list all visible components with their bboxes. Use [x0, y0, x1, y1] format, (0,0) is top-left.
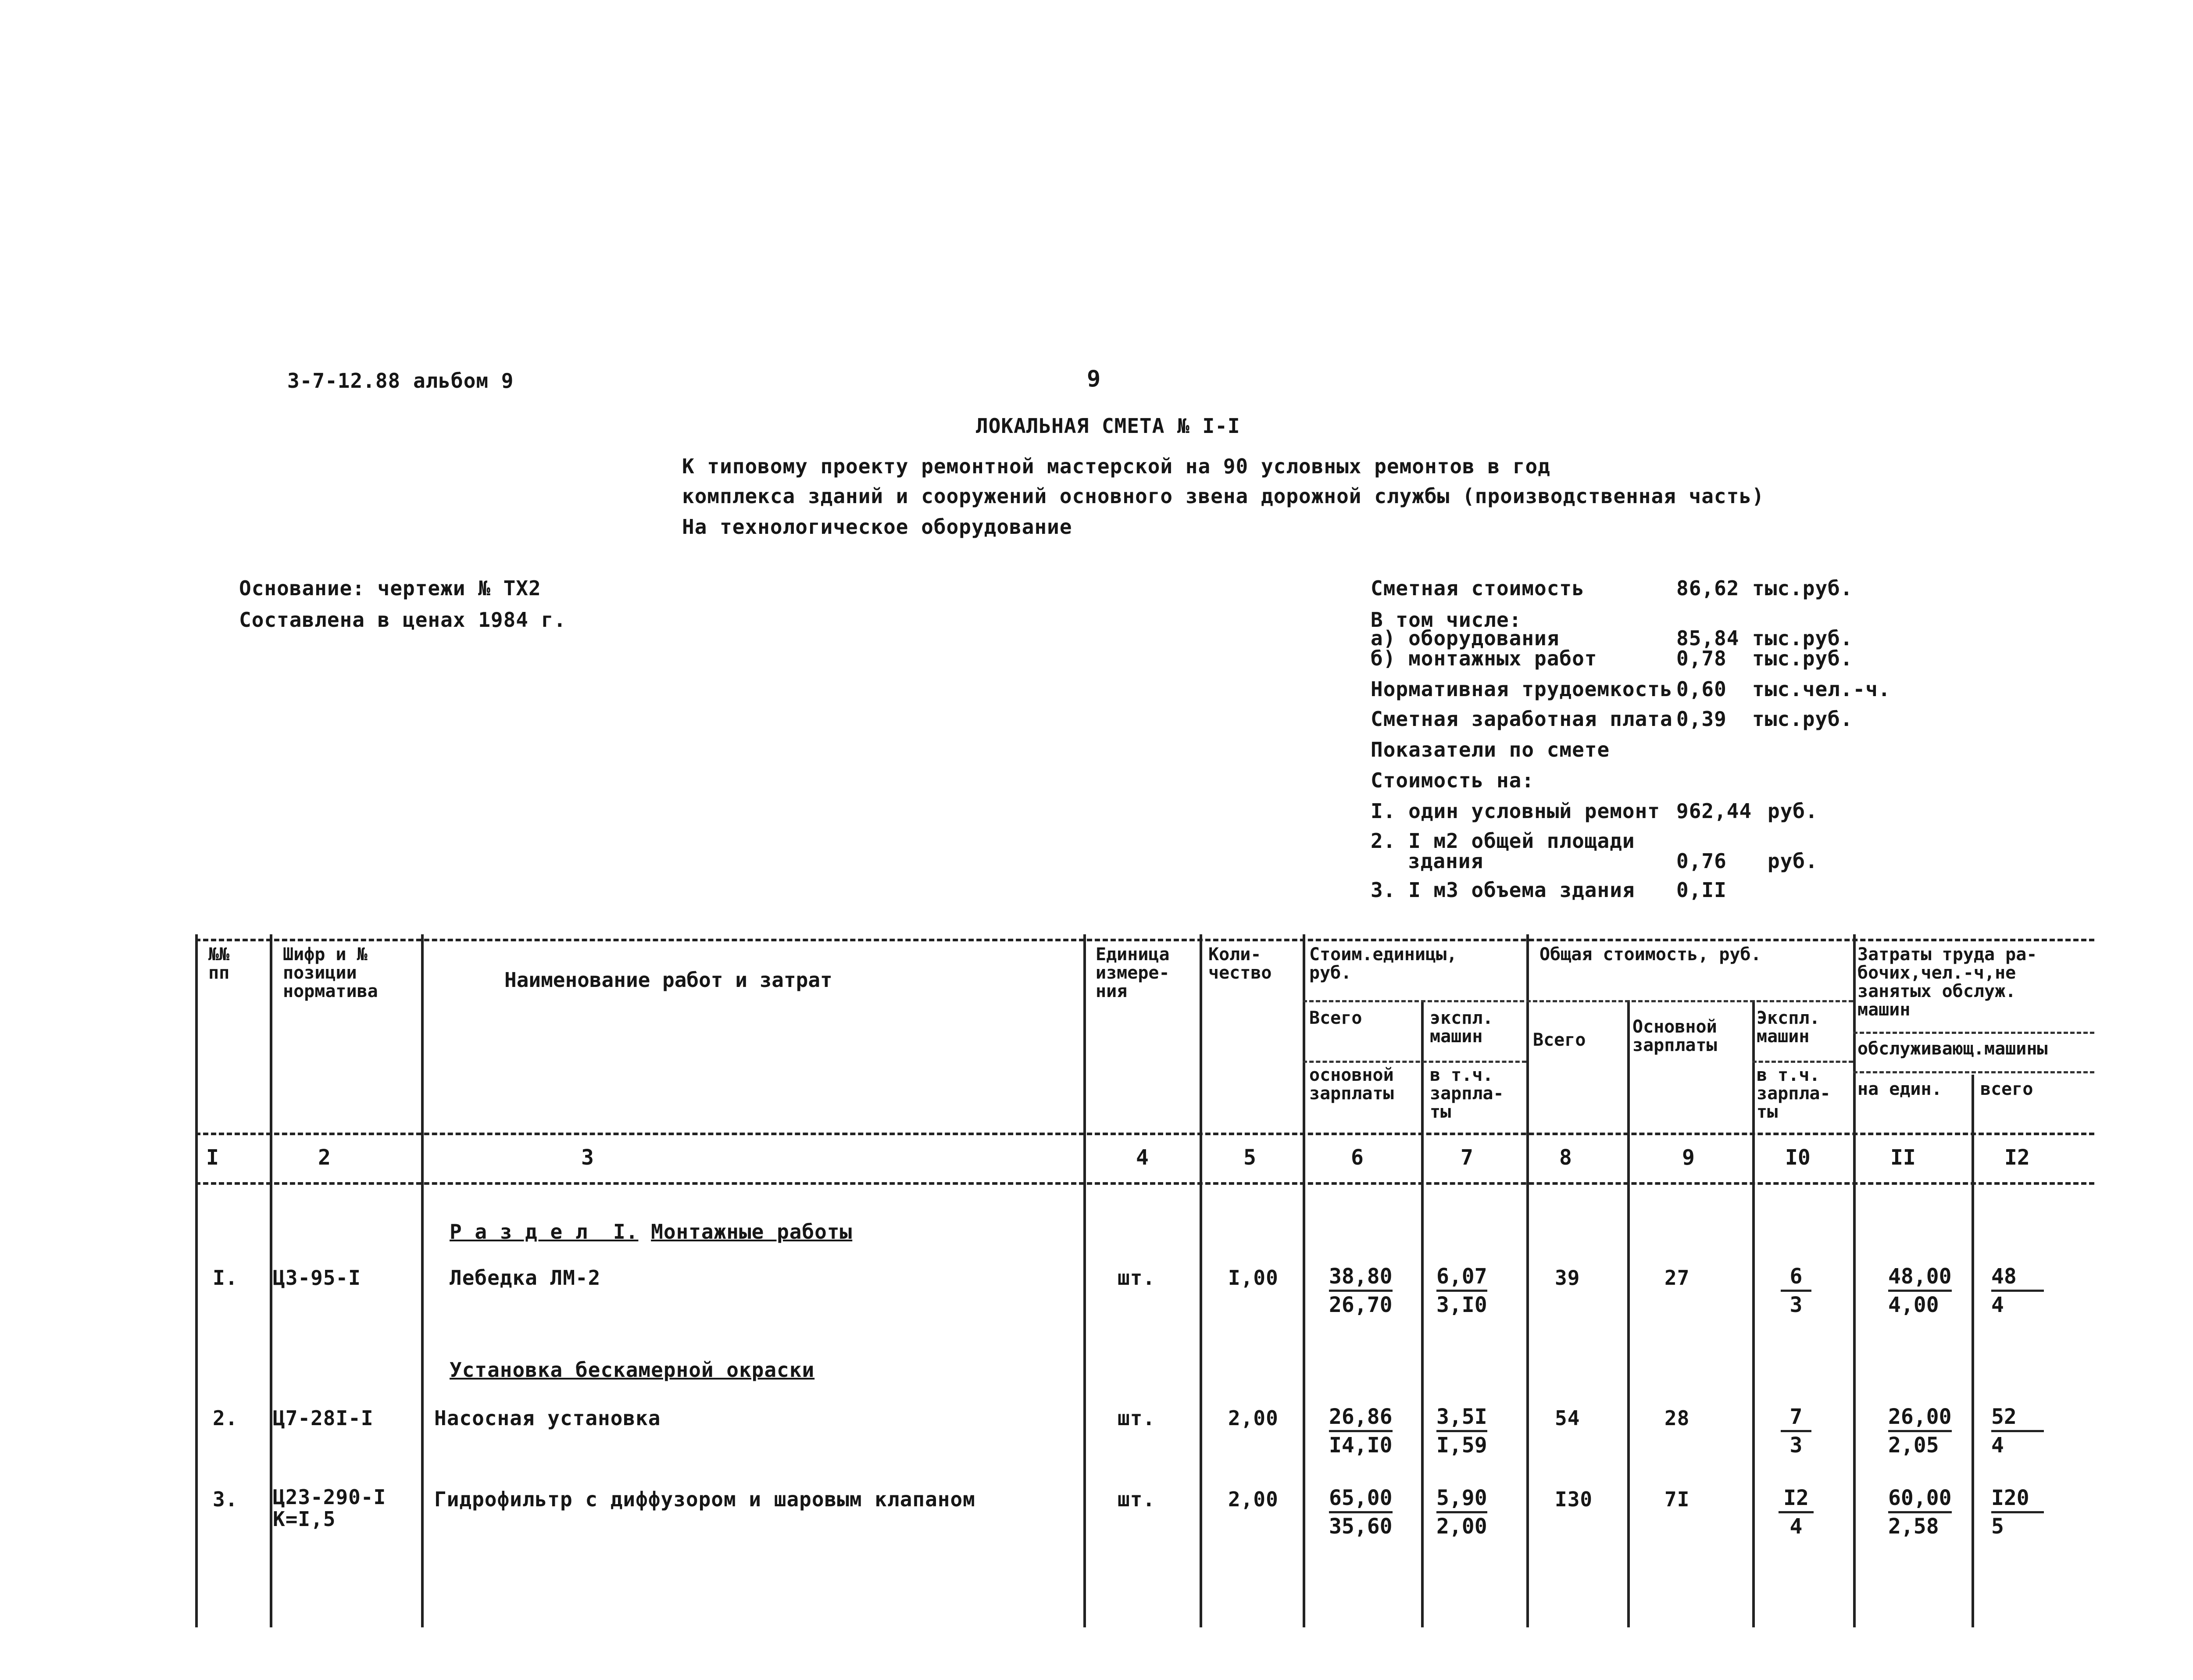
col-number: 4 — [1136, 1145, 1149, 1170]
indicator-2-unit: руб. — [1768, 849, 1818, 873]
col-header-labor-machines: обслуживающ.машины — [1857, 1039, 2048, 1059]
table-subheader-line — [1303, 1061, 1526, 1063]
row-3-labor-per-unit: $\frac{60,00}{2,58}$ — [1888, 1486, 1952, 1539]
indicator-2-label-a: 2. I м2 общей площади — [1371, 829, 1635, 853]
table-col-divider — [1526, 934, 1529, 1627]
row-1-unit-machines: $\frac{6,07}{3,I0}$ — [1436, 1264, 1487, 1317]
table-border-top — [195, 939, 2094, 941]
install-label: б) монтажных работ — [1371, 647, 1597, 670]
row-3-code: Ц23-290-I — [273, 1485, 386, 1509]
section-2-title: Установка бескамерной окраски — [450, 1358, 815, 1382]
row-3-unit: шт. — [1118, 1487, 1156, 1511]
col-header-name: Наименование работ и затрат — [504, 968, 832, 992]
col-header-unit-total: Всего — [1309, 1008, 1362, 1028]
wage-value: 0,39 — [1676, 707, 1727, 731]
row-1-num: I. — [213, 1266, 238, 1290]
table-col-divider — [1200, 934, 1202, 1627]
row-2-labor-per-unit: $\frac{26,00}{2,05}$ — [1888, 1405, 1952, 1458]
row-3-total: I30 — [1555, 1487, 1593, 1511]
row-1-unit: шт. — [1118, 1266, 1156, 1290]
subtitle-line-2: комплекса зданий и сооружений основного звена дорожной службы (производственная часть) — [682, 484, 1764, 508]
table-col-divider — [421, 934, 424, 1627]
row-1-qty: I,00 — [1228, 1266, 1279, 1290]
wage-label: Сметная заработная плата — [1371, 707, 1673, 731]
row-1-unit-cost: $\frac{38,80}{26,70}$ — [1329, 1264, 1393, 1317]
table-subheader-line — [1752, 1061, 1853, 1063]
table-header-bottom — [195, 1133, 2094, 1135]
indicator-2-label-b: здания — [1408, 849, 1484, 873]
row-2-labor-total: $\frac{52}{4}$ — [1991, 1404, 2044, 1458]
row-2-qty: 2,00 — [1228, 1406, 1279, 1430]
col-header-total-wage: Основной зарплаты — [1632, 1017, 1717, 1055]
install-value: 0,78 — [1676, 647, 1727, 670]
indicator-2-value: 0,76 — [1676, 849, 1727, 873]
col-header-total: Всего — [1533, 1030, 1586, 1050]
page-number: 9 — [1087, 366, 1101, 392]
col-header-labor-per-unit: на един. — [1857, 1079, 1942, 1099]
indicator-3-label: 3. I м3 объема здания — [1371, 878, 1635, 902]
col-header-qty: Коли- чество — [1208, 944, 1272, 983]
subtitle-line-1: К типовому проекту ремонтной мастерской на 90 условных ремонтов в год — [682, 454, 1550, 478]
table-col-divider — [270, 934, 272, 1627]
row-2-unit-machines: $\frac{3,5I}{I,59}$ — [1436, 1405, 1487, 1458]
cost-unit: тыс.руб. — [1752, 576, 1853, 600]
col-header-num: №№ пп — [208, 944, 230, 983]
indicator-1-unit: руб. — [1768, 799, 1818, 823]
wage-unit: тыс.руб. — [1752, 707, 1853, 731]
row-2-unit: шт. — [1118, 1406, 1156, 1430]
col-header-total-cost: Общая стоимость, руб. — [1539, 944, 1761, 965]
row-2-num: 2. — [213, 1406, 238, 1430]
install-unit: тыс.руб. — [1752, 647, 1853, 670]
section-1-label: Р а з д е л I. Монтажные работы — [450, 1220, 853, 1244]
indicator-3-value: 0,II — [1676, 878, 1727, 902]
document-code: 3-7-12.88 альбом 9 — [287, 369, 514, 393]
row-2-unit-cost: $\frac{26,86}{I4,I0}$ — [1329, 1405, 1393, 1458]
row-3-qty: 2,00 — [1228, 1487, 1279, 1511]
row-2-total: 54 — [1555, 1406, 1580, 1430]
row-3-labor-total: $\frac{I20}{5}$ — [1991, 1485, 2044, 1540]
row-2-total-wage: 28 — [1664, 1406, 1690, 1430]
row-2-code: Ц7-28I-I — [273, 1406, 374, 1430]
indicator-1-value: 962,44 — [1676, 799, 1752, 823]
cost-per-label: Стоимость на: — [1371, 769, 1535, 792]
col-header-unit: Единица измере- ния — [1096, 944, 1170, 1001]
subtitle-line-3: На технологическое оборудование — [682, 515, 1072, 539]
col-header-labor: Затраты труда ра- бочих,чел.-ч,не занятых обслуж. машин — [1857, 944, 2037, 1020]
col-header-unit-cost: Стоим.единицы, руб. — [1309, 944, 1457, 983]
basis-line-1: Основание: чертежи № ТХ2 — [239, 576, 541, 600]
row-3-unit-machines: $\frac{5,90}{2,00}$ — [1436, 1486, 1487, 1539]
col-number: II — [1890, 1145, 1916, 1170]
col-header-unit-machines: экспл. машин — [1430, 1008, 1493, 1047]
table-border-left — [195, 934, 198, 1627]
equipment-label: а) оборудования — [1371, 626, 1560, 650]
row-1-labor-total: $\frac{48}{4}$ — [1991, 1263, 2044, 1318]
row-1-labor-per-unit: $\frac{48,00}{4,00}$ — [1888, 1264, 1952, 1317]
basis-line-2: Составлена в ценах 1984 г. — [239, 608, 567, 632]
labor-value: 0,60 — [1676, 677, 1727, 701]
cost-label: Сметная стоимость — [1371, 576, 1585, 600]
row-3-name: Гидрофильтр с диффузором и шаровым клапаном — [434, 1487, 975, 1511]
row-1-total-machines: $\frac{6}{3}$ — [1781, 1263, 1811, 1318]
row-1-total: 39 — [1555, 1266, 1580, 1290]
estimate-title: ЛОКАЛЬНАЯ СМЕТА № I-I — [976, 414, 1240, 438]
col-header-total-machines: Экспл. машин — [1757, 1008, 1820, 1047]
row-1-name: Лебедка ЛМ-2 — [450, 1266, 601, 1290]
col-number: I2 — [2004, 1145, 2030, 1170]
indicators-label: Показатели по смете — [1371, 738, 1610, 761]
col-number: 3 — [581, 1145, 594, 1170]
row-3-code-coef: К=I,5 — [273, 1507, 336, 1531]
col-number: I0 — [1785, 1145, 1811, 1170]
col-header-code: Шифр и № позиции норматива — [283, 944, 378, 1001]
section-1-title: Монтажные работы — [651, 1220, 853, 1244]
col-number: 2 — [318, 1145, 331, 1170]
row-2-name: Насосная установка — [434, 1406, 661, 1430]
table-numbers-bottom — [195, 1182, 2094, 1185]
row-3-num: 3. — [213, 1487, 238, 1511]
col-number: 5 — [1243, 1145, 1256, 1170]
labor-unit: тыс.чел.-ч. — [1752, 677, 1891, 701]
table-col-divider — [1303, 934, 1305, 1627]
row-3-unit-cost: $\frac{65,00}{35,60}$ — [1329, 1486, 1393, 1539]
col-number: 7 — [1461, 1145, 1473, 1170]
table-col-divider — [1421, 1000, 1424, 1627]
table-col-divider — [1752, 1000, 1755, 1627]
col-header-total-machines-wage: в т.ч. зарпла- ты — [1757, 1065, 1831, 1122]
col-number: I — [206, 1145, 219, 1170]
table-col-divider — [1083, 934, 1086, 1627]
row-1-total-wage: 27 — [1664, 1266, 1690, 1290]
equipment-value: 85,84 — [1676, 626, 1739, 650]
table-col-divider — [1627, 1000, 1630, 1627]
row-3-total-machines: $\frac{I2}{4}$ — [1779, 1485, 1814, 1540]
col-header-labor-total: всего — [1980, 1079, 2033, 1099]
col-header-unit-machines-wage: в т.ч. зарпла- ты — [1430, 1065, 1504, 1122]
col-number: 8 — [1559, 1145, 1572, 1170]
col-header-unit-wage: основной зарплаты — [1309, 1065, 1394, 1104]
col-number: 6 — [1351, 1145, 1364, 1170]
indicator-1-label: I. один условный ремонт — [1371, 799, 1660, 823]
row-1-code: Ц3-95-I — [273, 1266, 361, 1290]
incl-label: В том числе: — [1371, 608, 1522, 632]
table-subheader-line — [1853, 1032, 2094, 1034]
row-2-total-machines: $\frac{7}{3}$ — [1781, 1404, 1811, 1458]
table-col-divider — [1972, 1075, 1974, 1627]
table-col-divider — [1853, 934, 1856, 1627]
row-3-total-wage: 7I — [1664, 1487, 1690, 1511]
cost-value: 86,62 — [1676, 576, 1739, 600]
labor-label: Нормативная трудоемкость — [1371, 677, 1673, 701]
table-subheader-line — [1526, 1000, 1853, 1002]
col-number: 9 — [1682, 1145, 1695, 1170]
equipment-unit: тыс.руб. — [1752, 626, 1853, 650]
table-subheader-line — [1853, 1071, 2094, 1073]
